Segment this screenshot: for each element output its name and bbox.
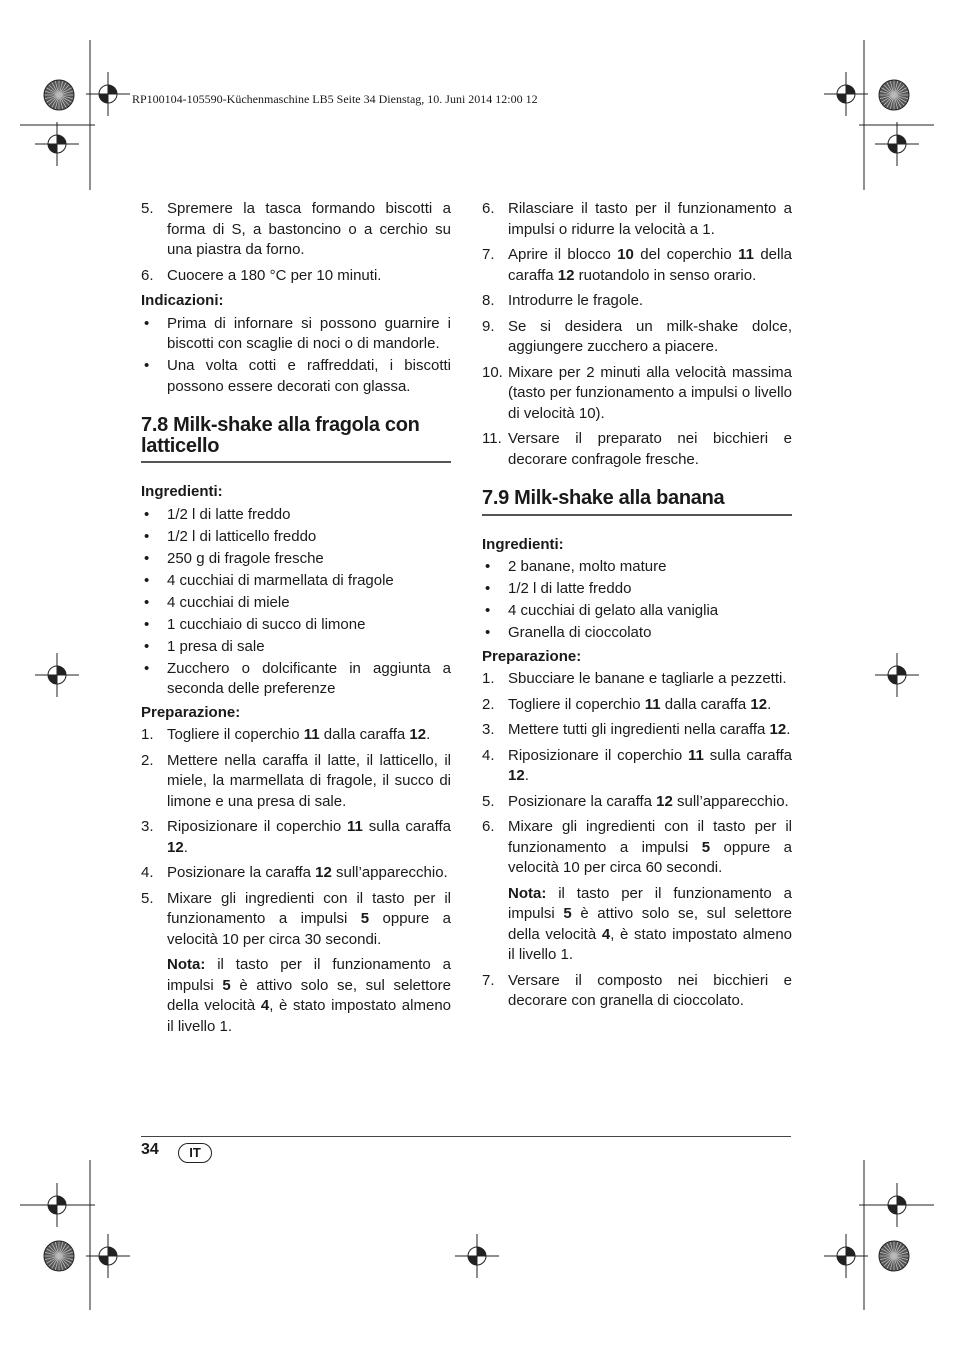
footer-divider [141,1136,791,1137]
list-item: 4. Riposizionare il coperchio 11 sulla caraffa 12. [482,746,792,784]
list-item: • 2 banane, molto mature [485,558,667,575]
list-item: 7. Aprire il blocco 10 del coperchio 11 della caraffa 12 ruotandolo in senso orario. [482,246,793,284]
crosshair-icon [824,72,868,116]
list-item: 3. Riposizionare il coperchio 11 sulla caraffa 12. [141,818,451,856]
note-paragraph: Nota: il tasto per il funzionamento a impulsi 5 è attivo solo se, sul selettore della velocità 4, è stato impostato almeno il livello 1. [167,956,452,1035]
right-column [482,199,792,1017]
list-item: • 1/2 l di latte freddo [144,505,291,523]
color-rosette-icon [879,80,909,110]
crosshair-icon [86,1234,130,1278]
left-column [141,199,451,1042]
crosshair-icon [455,1234,499,1278]
language-badge: IT [178,1143,212,1163]
list-item: 10. Mixare per 2 minuti alla velocità massima (tasto per funzionamento a impulsi o livello di velocità 10). [482,363,792,422]
crosshair-icon [35,653,79,697]
list-item: 3. Mettere tutti gli ingredienti nella caraffa 12. [482,721,791,738]
list-item: 1. Togliere il coperchio 11 dalla caraffa 12. [141,726,431,743]
crosshair-icon [86,72,130,116]
section-title: 7.8 Milk-shake alla fragola con latticello [141,415,451,463]
list-item: 11. Versare il preparato nei bicchieri e decorare confragole fresche. [482,430,792,468]
list-item: • Una volta cotti e raffreddati, i biscotti possono essere decorati con glassa. [144,357,451,395]
list-item: 5. Posizionare la caraffa 12 sull’apparecchio. [482,792,789,810]
color-rosette-icon [44,80,74,110]
section-title: 7.9 Milk-shake alla banana [482,488,792,516]
list-item: • Prima di infornare si possono guarnire i biscotti con scaglie di noci o di mandorle. [144,314,451,352]
list-item: • 1 cucchiaio di succo di limone [144,615,366,633]
list-item: • 4 cucchiai di gelato alla vaniglia [485,602,719,619]
subheading-preparazione: Preparazione: [141,703,241,721]
list-item: • 1/2 l di latte freddo [485,580,632,597]
color-rosette-icon [44,1241,74,1271]
print-slug-line: RP100104-105590-Küchenmaschine LB5 Seite 34 Dienstag, 10. Juni 2014 12:00 12 [132,92,538,106]
list-item: • 1 presa di sale [144,637,265,655]
list-item: • 4 cucchiai di miele [144,593,290,611]
page-number: 34 [141,1141,159,1158]
list-item: • 250 g di fragole fresche [144,549,324,567]
note-paragraph: Nota: il tasto per il funzionamento a impulsi 5 è attivo solo se, sul selettore della velocità 4, è stato impostato almeno il livello 1. [508,884,793,963]
list-item: 8. Introdurre le fragole. [482,292,644,309]
list-item: 1. Sbucciare le banane e tagliarle a pezzetti. [482,670,787,687]
list-item: 6. Cuocere a 180 °C per 10 minuti. [141,266,382,284]
color-rosette-icon [879,1241,909,1271]
crosshair-icon [824,1234,868,1278]
crosshair-icon [875,1183,919,1227]
subheading-ingredienti: Ingredienti: [141,483,223,500]
list-item: • 1/2 l di latticello freddo [144,527,317,545]
list-item: 7. Versare il composto nei bicchieri e decorare con granella di cioccolato. [482,971,792,1009]
crosshair-icon [35,1183,79,1227]
list-item: 2. Mettere nella caraffa il latte, il latticello, il miele, la marmellata di fragole, il succo di limone e una presa di sale. [141,751,451,810]
subheading-preparazione: Preparazione: [482,647,582,665]
list-item: • 4 cucchiai di marmellata di fragole [144,571,394,589]
subheading-ingredienti: Ingredienti: [482,535,564,553]
crosshair-icon [875,122,919,166]
crosshair-icon [875,653,919,697]
list-item: 4. Posizionare la caraffa 12 sull’apparecchio. [141,864,448,881]
list-item: 5. Spremere la tasca formando biscotti a forma di S, a bastoncino o a cerchio su una piastra da forno. [141,200,451,258]
list-item: 6. Rilasciare il tasto per il funzionamento a impulsi o ridurre la velocità a 1. [482,200,792,238]
list-item: 2. Togliere il coperchio 11 dalla caraffa 12. [482,695,772,713]
list-item: 9. Se si desidera un milk-shake dolce, aggiungere zucchero a piacere. [482,317,792,355]
list-item: 6. Mixare gli ingredienti con il tasto per il funzionamento a impulsi 5 oppure a velocità 10 per circa 60 secondi. [482,818,792,876]
list-item: 5. Mixare gli ingredienti con il tasto per il funzionamento a impulsi 5 oppure a velocità 10 per circa 30 secondi. [141,889,451,948]
crosshair-icon [35,122,79,166]
list-item: • Granella di cioccolato [485,624,652,641]
subheading-indicazioni: Indicazioni: [141,292,224,309]
list-item: • Zucchero o dolcificante in aggiunta a seconda delle preferenze [144,659,451,697]
ingredient-list [141,505,451,700]
